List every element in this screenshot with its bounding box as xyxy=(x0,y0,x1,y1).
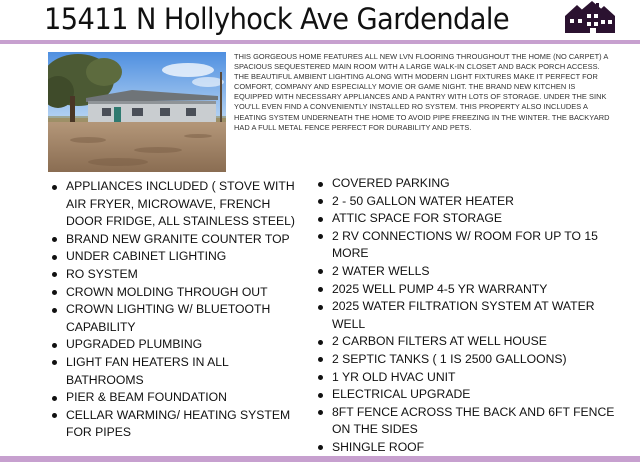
list-item: 2 RV CONNECTIONS W/ ROOM FOR UP TO 15 MORE xyxy=(316,228,622,263)
list-item: 1 YR OLD HVAC UNIT xyxy=(316,369,622,387)
features-list-right xyxy=(316,175,622,457)
top-divider xyxy=(0,40,640,44)
houses-logo-icon xyxy=(563,0,617,34)
list-item: 2025 WELL PUMP 4-5 YR WARRANTY xyxy=(316,281,622,299)
list-item: 2 SEPTIC TANKS ( 1 IS 2500 GALLOONS) xyxy=(316,351,622,369)
list-item: UNDER CABINET LIGHTING xyxy=(50,248,302,266)
list-item: CROWN MOLDING THROUGH OUT xyxy=(50,284,302,302)
list-item: 2 WATER WELLS xyxy=(316,263,622,281)
features-list-left xyxy=(50,178,302,442)
list-item: SHINGLE ROOF xyxy=(316,439,622,457)
list-item: LIGHT FAN HEATERS IN ALL BATHROOMS xyxy=(50,354,302,389)
list-item: UPGRADED PLUMBING xyxy=(50,336,302,354)
list-item: CROWN LIGHTING W/ BLUETOOTH CAPABILITY xyxy=(50,301,302,336)
property-description: THIS GORGEOUS HOME FEATURES ALL NEW LVN FLOORING THROUGHOUT THE HOME (NO CARPET) A SPACIOUS SEQUESTERED MAIN ROOM WITH A LARGE WALK-IN CLOSET AND BACK PORCH ACCESS. THE BEAUTIFUL AMBIENT LIGHTING ALONG WITH MODERN LIGHT FIXTURES MAKE IT PERFECT FOR COMFORT, COMPANY AND ESPECIALLY MOVIE OR GAME NIGHT. THE BRAND NEW KITCHEN IS EQUIPPED WITH NECESSARY APPLIANCES AND A PANTRY WITH LOTS OF STORAGE. UNDER THE SINK YOU'LL EVEN FIND A CONVENIENTLY INSTALLED RO SYSTEM. THIS PROPERTY ALSO INCLUDES A HEATING SYSTEM UNDERNEATH THE HOME TO AVOID PIPE FREEZING IN THE WINTER. THE BACKYARD HAD A FULL METAL FENCE PERFECT FOR DURABILITY AND PETS. xyxy=(234,52,610,132)
list-item: ELECTRICAL UPGRADE xyxy=(316,386,622,404)
list-item: RO SYSTEM xyxy=(50,266,302,284)
house-photo xyxy=(48,52,226,172)
list-item: 2 - 50 GALLON WATER HEATER xyxy=(316,193,622,211)
list-item: 2025 WATER FILTRATION SYSTEM AT WATER WELL xyxy=(316,298,622,333)
list-item: PIER & BEAM FOUNDATION xyxy=(50,389,302,407)
list-item: COVERED PARKING xyxy=(316,175,622,193)
list-item: CELLAR WARMING/ HEATING SYSTEM FOR PIPES xyxy=(50,407,302,442)
list-item: 2 CARBON FILTERS AT WELL HOUSE xyxy=(316,333,622,351)
page-title: 15411 N Hollyhock Ave Gardendale xyxy=(44,2,510,36)
list-item: 8FT FENCE ACROSS THE BACK AND 6FT FENCE ON THE SIDES xyxy=(316,404,622,439)
list-item: BRAND NEW GRANITE COUNTER TOP xyxy=(50,231,302,249)
list-item: ATTIC SPACE FOR STORAGE xyxy=(316,210,622,228)
list-item: APPLIANCES INCLUDED ( STOVE WITH AIR FRYER, MICROWAVE, FRENCH DOOR FRIDGE, ALL STAINLESS STEEL) xyxy=(50,178,302,231)
bottom-divider xyxy=(0,456,640,462)
